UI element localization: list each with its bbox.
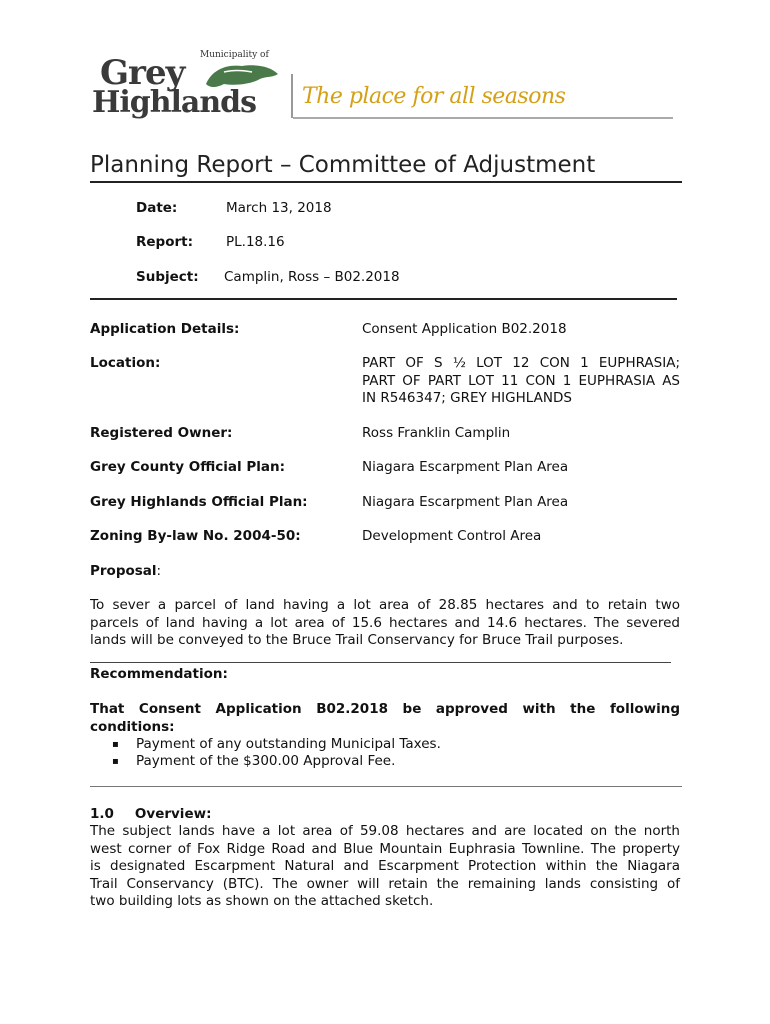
recommendation-rule — [90, 786, 682, 787]
condition-text: Payment of any outstanding Municipal Taxes. — [136, 736, 441, 752]
owner-value: Ross Franklin Camplin — [362, 425, 511, 441]
report-value: PL.18.16 — [226, 234, 285, 250]
location-line: PART OF PART LOT 11 CON 1 EUPHRASIA AS — [362, 372, 680, 389]
owner-label: Registered Owner: — [90, 425, 233, 441]
page-title: Planning Report – Committee of Adjustment — [90, 152, 596, 178]
application-value: Consent Application B02.2018 — [362, 321, 567, 337]
overview-number: 1.0 — [90, 806, 114, 822]
recommendation-line: That Consent Application B02.2018 be approved with the following — [90, 701, 680, 717]
recommendation-line: conditions: — [90, 718, 175, 735]
highlands-plan-value: Niagara Escarpment Plan Area — [362, 494, 569, 510]
location-line: IN R546347; GREY HIGHLANDS — [362, 390, 572, 406]
bullet-icon: ▪ — [112, 756, 119, 767]
recommendation-label: Recommendation: — [90, 666, 228, 682]
county-plan-label: Grey County Official Plan: — [90, 459, 285, 475]
location-value — [362, 355, 680, 408]
overview-line: west corner of Fox Ridge Road and Blue Mountain Euphrasia Townline. The property — [90, 840, 680, 857]
date-label: Date: — [136, 200, 178, 216]
overview-line: two building lots as shown on the attached sketch. — [90, 893, 434, 909]
proposal-line: parcels of land having a lot area of 15.6 hectares and 14.6 hectares. The severed — [90, 614, 680, 631]
condition-item — [112, 736, 441, 754]
overview-line: is designated Escarpment Natural and Escarpment Protection within the Niagara — [90, 858, 680, 874]
tagline-divider — [291, 74, 293, 118]
location-line: PART OF S ½ LOT 12 CON 1 EUPHRASIA; — [362, 355, 680, 371]
county-plan-value: Niagara Escarpment Plan Area — [362, 459, 569, 475]
recommendation-text — [90, 701, 680, 736]
overview-line: The subject lands have a lot area of 59.08 hectares and are located on the north — [90, 823, 680, 839]
logo-grey-text: Grey — [100, 53, 185, 93]
logo-highlands-text: Highlands — [92, 85, 257, 120]
title-rule — [90, 181, 682, 183]
condition-text: Payment of the $300.00 Approval Fee. — [136, 753, 396, 769]
tagline-underline — [293, 117, 673, 119]
highlands-plan-label: Grey Highlands Official Plan: — [90, 494, 308, 510]
proposal-rule — [90, 662, 671, 663]
header-rule — [90, 298, 677, 300]
proposal-text — [90, 597, 680, 650]
logo-municipality-text: Municipality of — [200, 50, 269, 60]
bullet-icon: ▪ — [112, 739, 119, 750]
report-label: Report: — [136, 234, 193, 250]
overview-text — [90, 823, 680, 911]
date-value: March 13, 2018 — [226, 200, 332, 216]
overview-line: Trail Conservancy (BTC). The owner will retain the remaining lands consisting of — [90, 875, 680, 892]
subject-value: Camplin, Ross – B02.2018 — [224, 269, 400, 285]
subject-label: Subject: — [136, 269, 199, 285]
proposal-label: Proposal — [90, 563, 157, 579]
location-label: Location: — [90, 355, 161, 371]
zoning-value: Development Control Area — [362, 528, 542, 544]
overview-heading — [90, 806, 211, 822]
zoning-label: Zoning By-law No. 2004-50: — [90, 528, 301, 544]
application-label: Application Details: — [90, 321, 240, 337]
proposal-line: To sever a parcel of land having a lot area of 28.85 hectares and to retain two — [90, 597, 680, 613]
proposal-colon: : — [156, 563, 162, 579]
proposal-line: lands will be conveyed to the Bruce Trail Conservancy for Bruce Trail purposes. — [90, 632, 624, 648]
overview-label: Overview: — [134, 806, 212, 822]
condition-item — [112, 753, 395, 771]
proposal-heading — [90, 563, 161, 579]
tagline: The place for all seasons — [302, 84, 566, 109]
